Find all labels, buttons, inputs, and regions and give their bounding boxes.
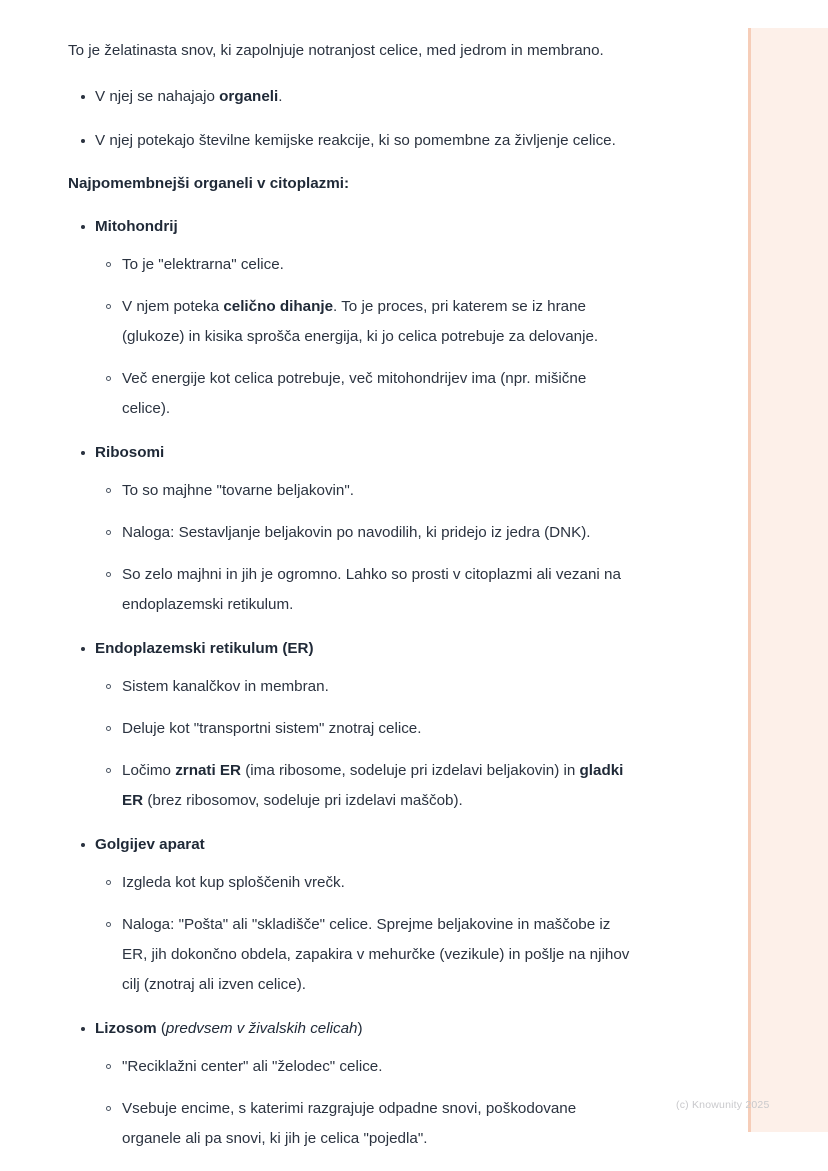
detail-text: Deluje kot "transportni sistem" znotraj celice.: [122, 720, 422, 737]
document-body: [68, 36, 638, 1168]
detail-text-cont: . To je proces, pri katerem se iz hrane (glukoze) in kisika sprošča energija, ki jo celica potrebuje za delovanje.: [122, 298, 599, 345]
organelle-detail-item: [95, 714, 638, 744]
detail-text: Sistem kanalčkov in membran.: [122, 678, 329, 695]
detail-text-cont: (ima ribosome, sodeluje pri izdelavi beljakovin) in: [241, 762, 580, 779]
intro-bullet-list: [68, 82, 638, 156]
organelle-detail-item: [95, 1094, 638, 1154]
organelle-item: [68, 438, 638, 620]
organelle-name-text: Endoplazemski retikulum (ER): [95, 640, 314, 657]
list-item: [68, 126, 638, 156]
organelle-detail-item: [95, 868, 638, 898]
organelle-name: [95, 212, 638, 242]
organelle-detail-list: [95, 476, 638, 620]
list-item-text: V njej se nahajajo: [95, 88, 220, 105]
organelle-note: predvsem v živalskih celicah: [165, 1020, 358, 1037]
list-item-emphasis: organeli: [219, 88, 279, 105]
organelle-item: [68, 634, 638, 816]
detail-emphasis: zrnati ER: [175, 762, 242, 779]
organelle-item: [68, 1014, 638, 1154]
copyright-watermark: (c) Knowunity 2025: [676, 1099, 770, 1111]
organelle-note-paren-open: (: [156, 1020, 166, 1037]
section-heading: Najpomembnejši organeli v citoplazmi:: [68, 175, 350, 192]
organelle-name-text: Golgijev aparat: [95, 836, 205, 853]
organelle-detail-item: [95, 518, 638, 548]
organelle-name: [95, 1014, 638, 1044]
detail-text: To so majhne "tovarne beljakovin".: [122, 482, 354, 499]
detail-text: V njem poteka: [122, 298, 224, 315]
list-item-text-tail: .: [278, 88, 283, 105]
organelle-detail-list: [95, 1052, 638, 1154]
detail-text-tail: (brez ribosomov, sodeluje pri izdelavi maščob).: [143, 792, 463, 809]
organelle-item: [68, 212, 638, 424]
organelle-detail-item: [95, 560, 638, 620]
organelle-detail-item: [95, 756, 638, 816]
detail-emphasis: celično dihanje: [223, 298, 334, 315]
organelle-detail-list: [95, 672, 638, 816]
organelle-name-text: Lizosom: [95, 1020, 157, 1037]
detail-text: Naloga: "Pošta" ali "skladišče" celice. Sprejme beljakovine in maščobe iz ER, jih dokončno obdela, zapakira v mehurčke (vezikule) in pošlje na njihov cilj (znotraj ali izven celice).: [122, 916, 630, 993]
detail-text: "Reciklažni center" ali "želodec" celice.: [122, 1058, 383, 1075]
decorative-side-panel: [748, 28, 828, 1132]
organelle-item: [68, 830, 638, 1000]
organelle-detail-item: [95, 250, 638, 280]
organelle-detail-list: [95, 250, 638, 424]
organelle-list: [68, 212, 638, 1154]
detail-text: Ločimo: [122, 762, 176, 779]
organelle-name: [95, 438, 638, 468]
detail-text: To je "elektrarna" celice.: [122, 256, 284, 273]
organelle-name: [95, 634, 638, 664]
organelle-note-paren-close: ): [357, 1020, 363, 1037]
organelle-detail-item: [95, 364, 638, 424]
intro-paragraph: To je želatinasta snov, ki zapolnjuje notranjost celice, med jedrom in membrano.: [68, 42, 604, 59]
detail-text: Naloga: Sestavljanje beljakovin po navodilih, ki pridejo iz jedra (DNK).: [122, 524, 591, 541]
organelle-detail-list: [95, 868, 638, 1000]
organelle-detail-item: [95, 672, 638, 702]
organelle-name-text: Ribosomi: [95, 444, 165, 461]
list-item: [68, 82, 638, 112]
detail-text: Več energije kot celica potrebuje, več mitohondrijev ima (npr. mišične celice).: [122, 370, 587, 417]
organelle-name-text: Mitohondrij: [95, 218, 178, 235]
detail-text: Vsebuje encime, s katerimi razgrajuje odpadne snovi, poškodovane organele ali pa snovi, ki jih je celica "pojedla".: [122, 1100, 577, 1147]
organelle-name: [95, 830, 638, 860]
organelle-detail-item: [95, 292, 638, 352]
organelle-detail-item: [95, 476, 638, 506]
organelle-detail-item: [95, 910, 638, 1000]
detail-text: So zelo majhni in jih je ogromno. Lahko so prosti v citoplazmi ali vezani na endoplazemski retikulum.: [122, 566, 621, 613]
list-item-text: V njej potekajo številne kemijske reakcije, ki so pomembne za življenje celice.: [95, 132, 616, 149]
detail-text: Izgleda kot kup sploščenih vrečk.: [122, 874, 345, 891]
detail-emphasis-2: gladki ER: [122, 762, 624, 809]
organelle-detail-item: [95, 1052, 638, 1082]
